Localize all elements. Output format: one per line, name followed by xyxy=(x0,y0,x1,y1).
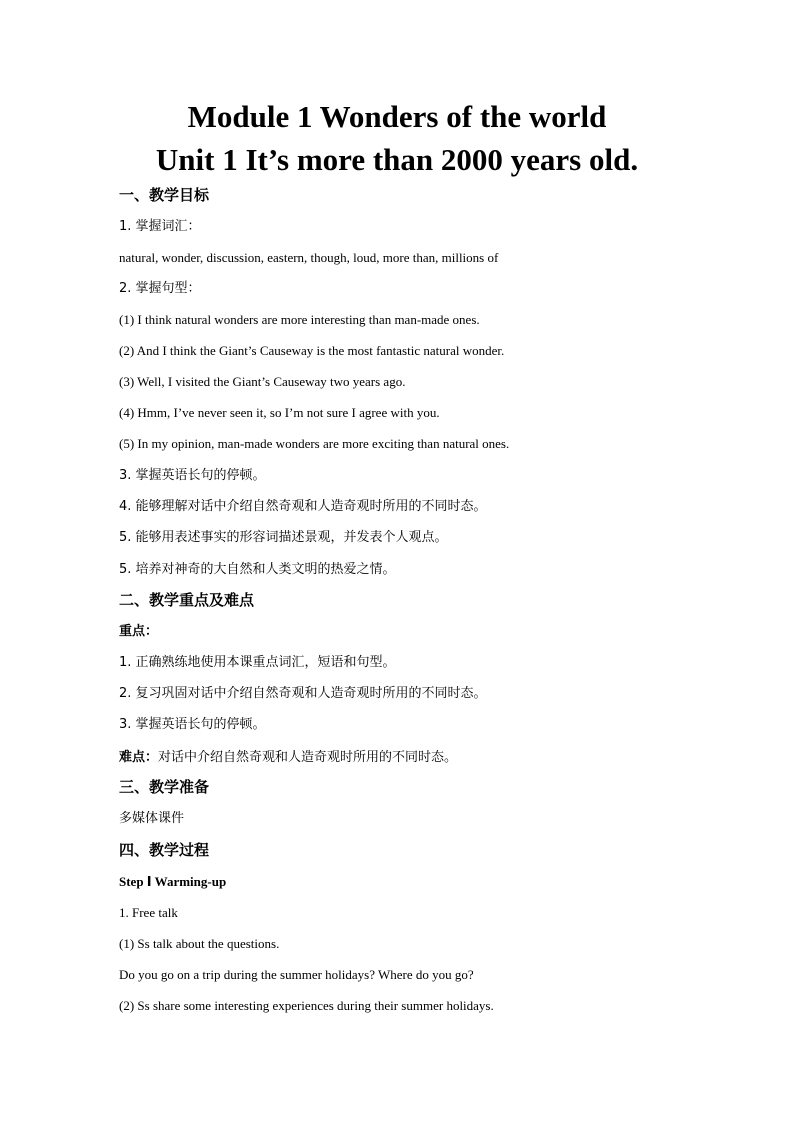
sentence-pattern-2: (2) And I think the Giant’s Causeway is the most fantastic natural wonder. xyxy=(119,343,505,358)
title-line-1: Module 1 Wonders of the world xyxy=(187,99,607,134)
sentence-pattern-4: (4) Hmm, I’ve never seen it, so I’m not sure I agree with you. xyxy=(119,405,440,420)
free-talk-item-2: (2) Ss share some interesting experiences during their summer holidays. xyxy=(119,998,494,1013)
objective-item-5: 5. 能够用表述事实的形容词描述景观，并发表个人观点。 xyxy=(119,530,448,545)
key-point-2: 2. 复习巩固对话中介绍自然奇观和人造奇观时所用的不同时态。 xyxy=(119,686,487,701)
title-line-2: Unit 1 It’s more than 2000 years old. xyxy=(155,142,639,177)
section-heading-key-points: 二、教学重点及难点 xyxy=(119,591,255,609)
free-talk: 1. Free talk xyxy=(119,905,178,920)
objective-item-1: 1. 掌握词汇： xyxy=(119,219,201,234)
key-points-label: 重点： xyxy=(119,624,159,639)
key-point-3: 3. 掌握英语长句的停顿。 xyxy=(119,717,266,732)
section-heading-preparation: 三、教学准备 xyxy=(119,778,210,796)
objective-item-3: 3. 掌握英语长句的停顿。 xyxy=(119,468,266,483)
key-point-1: 1. 正确熟练地使用本课重点词汇，短语和句型。 xyxy=(119,655,396,670)
objective-item-6: 5. 培养对神奇的大自然和人类文明的热爱之情。 xyxy=(119,562,396,577)
preparation-text: 多媒体课件 xyxy=(119,811,185,826)
vocabulary-list: natural, wonder, discussion, eastern, though, loud, more than, millions of xyxy=(119,250,499,265)
difficult-point xyxy=(119,748,457,767)
free-talk-item-1: (1) Ss talk about the questions. xyxy=(119,936,280,951)
section-heading-objectives: 一、教学目标 xyxy=(119,186,210,204)
step-1-heading: Step Ⅰ Warming-up xyxy=(119,874,227,889)
difficult-point-text: 对话中介绍自然奇观和人造奇观时所用的不同时态。 xyxy=(158,750,458,765)
section-heading-procedure: 四、教学过程 xyxy=(119,841,210,859)
objective-item-4: 4. 能够理解对话中介绍自然奇观和人造奇观时所用的不同时态。 xyxy=(119,499,487,514)
difficult-point-label: 难点： xyxy=(119,750,159,765)
sentence-pattern-3: (3) Well, I visited the Giant’s Causeway two years ago. xyxy=(119,374,406,389)
objective-item-2: 2. 掌握句型： xyxy=(119,281,201,296)
sentence-pattern-5: (5) In my opinion, man-made wonders are more exciting than natural ones. xyxy=(119,436,510,451)
free-talk-questions: Do you go on a trip during the summer holidays? Where do you go? xyxy=(119,967,474,982)
sentence-pattern-1: (1) I think natural wonders are more interesting than man-made ones. xyxy=(119,312,480,327)
